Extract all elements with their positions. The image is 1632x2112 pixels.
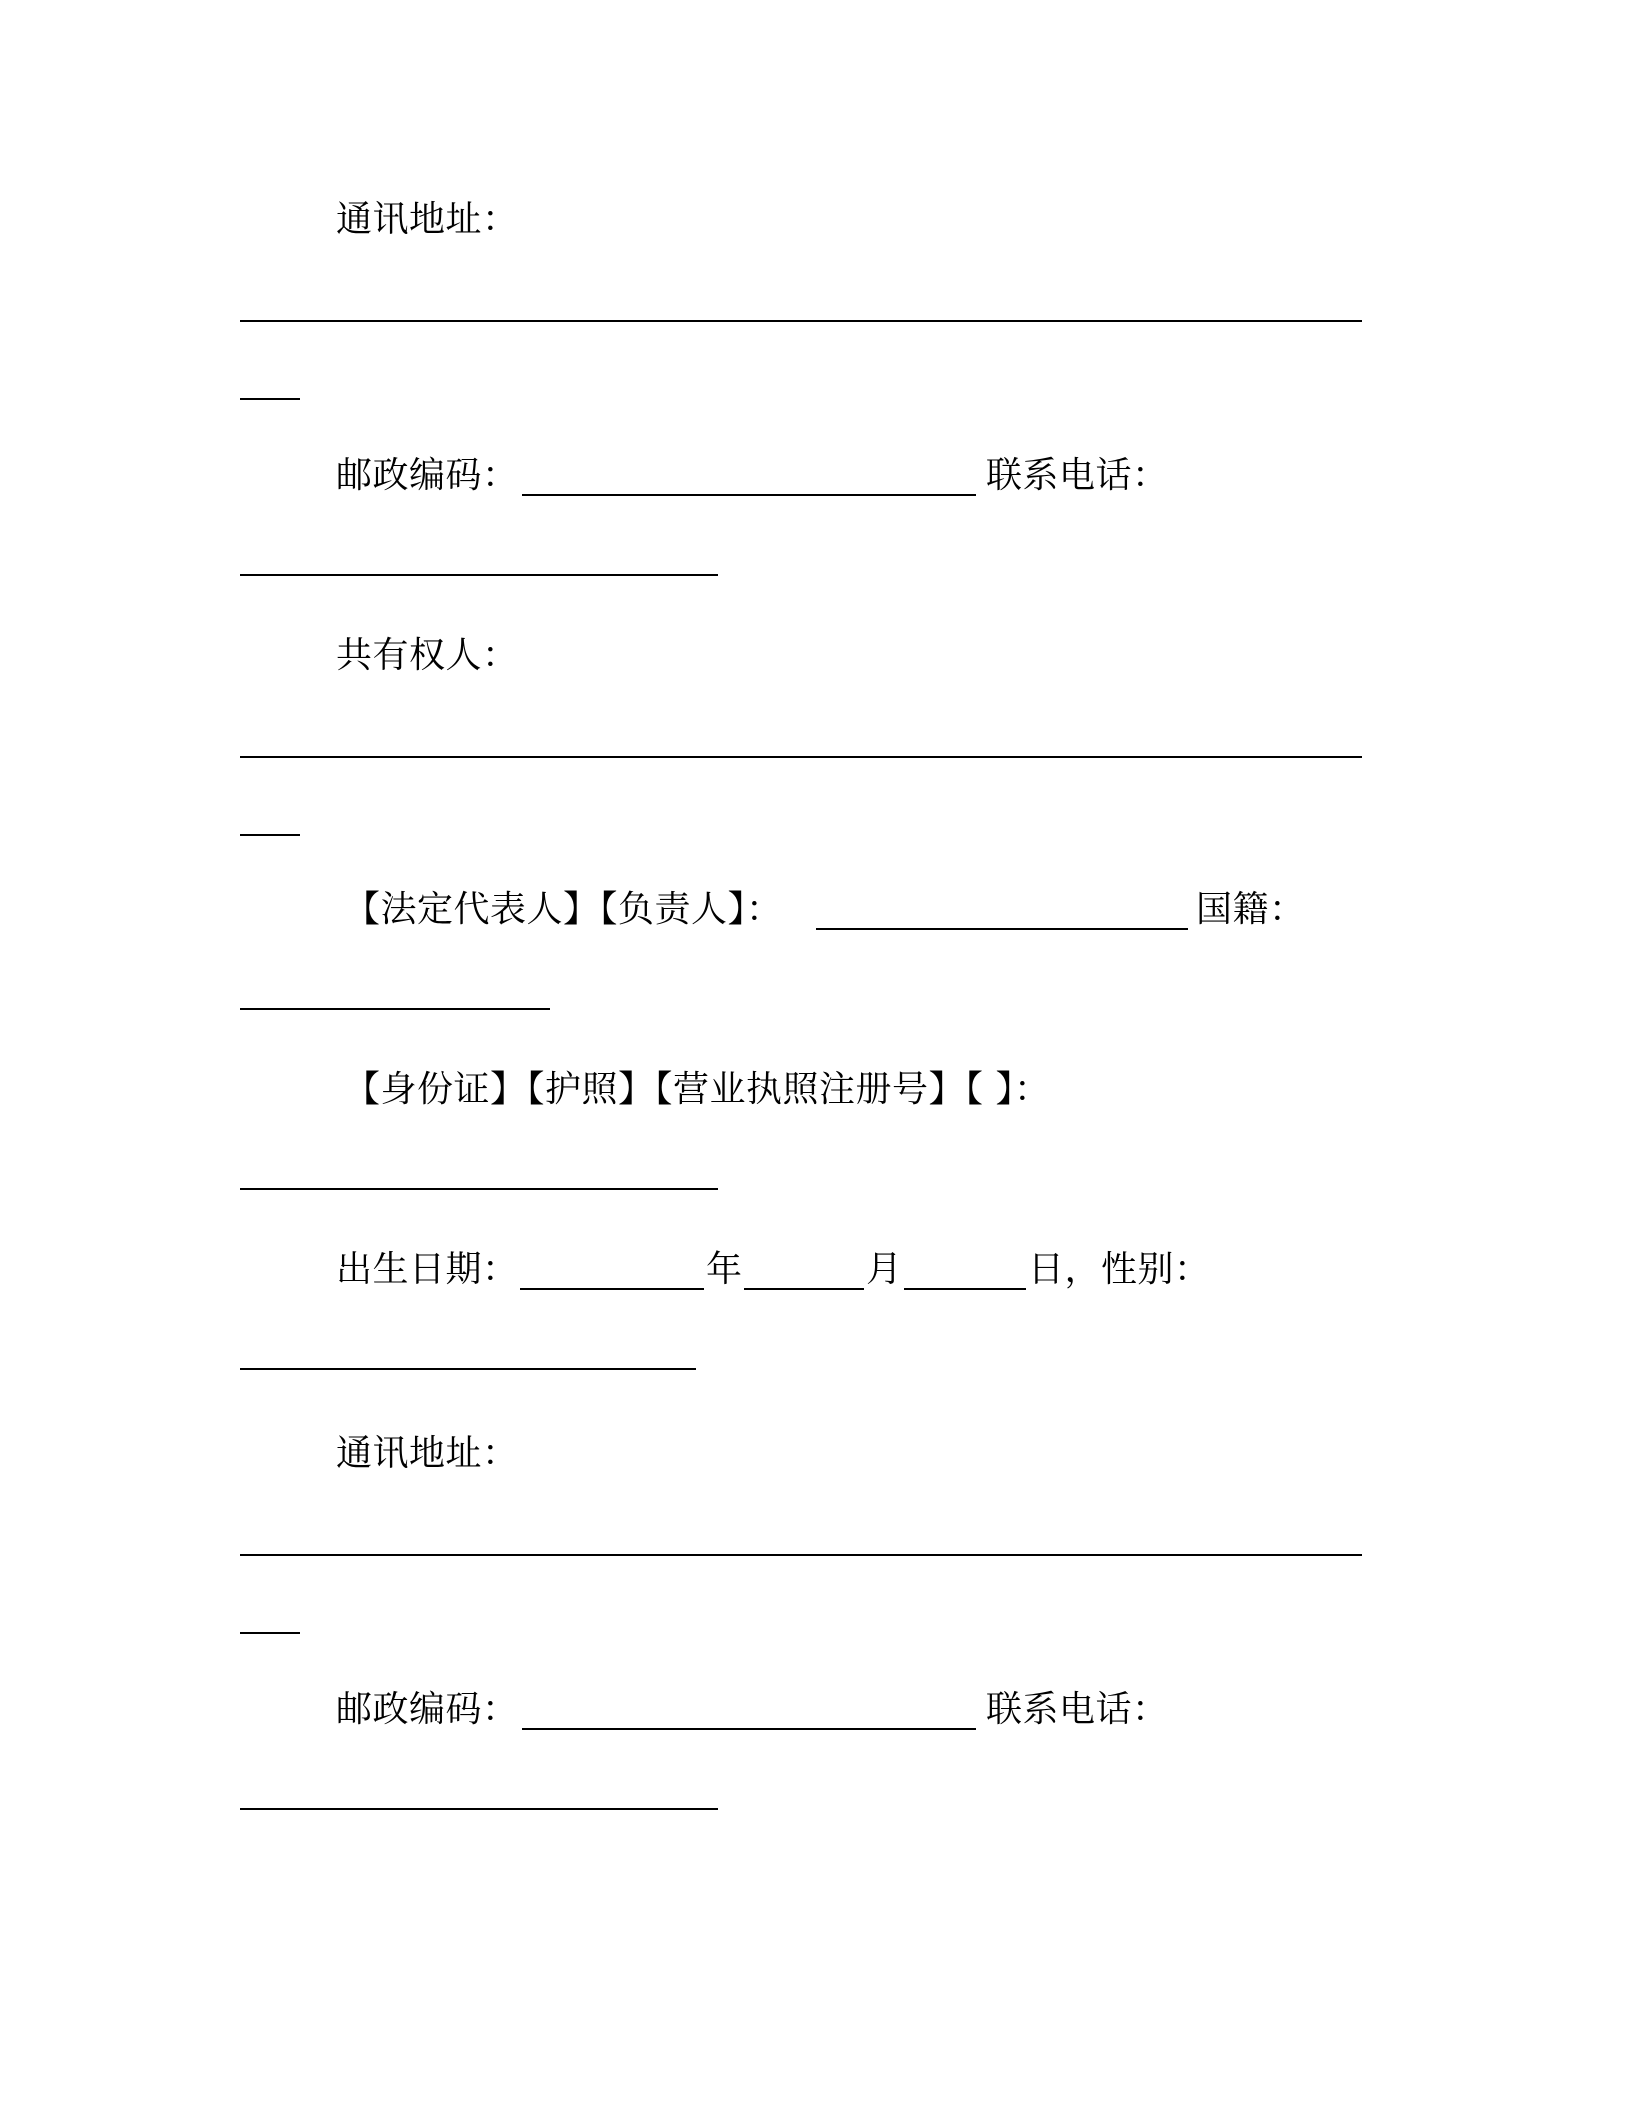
coowner-blank-row [0, 708, 1632, 768]
postcode-blank-line-2[interactable] [522, 1728, 976, 1730]
address-blank-line[interactable] [240, 320, 1362, 322]
phone-label-2: 联系电话： [986, 1689, 1169, 1730]
address-blank-line-cont[interactable] [240, 398, 300, 400]
phone-blank-line[interactable] [240, 574, 718, 576]
postcode-label: 邮政编码： [336, 455, 519, 496]
address-blank-line-2[interactable] [240, 1554, 1362, 1556]
phone-label: 联系电话： [986, 455, 1169, 496]
coowner-row [0, 626, 1632, 686]
postcode-row-2 [0, 1680, 1632, 1740]
year-label: 年 [706, 1249, 743, 1290]
month-label: 月 [866, 1249, 903, 1290]
address-row-2 [0, 1424, 1632, 1484]
id-type-label: 【身份证】【护照】【营业执照注册号】【 】： [344, 1069, 1051, 1110]
phone-blank-row-1 [0, 526, 1632, 586]
coowner-blank-line[interactable] [240, 756, 1362, 758]
nationality-label: 国籍： [1196, 889, 1306, 930]
coowner-blank-row-b [0, 786, 1632, 846]
coowner-label: 共有权人： [336, 635, 519, 676]
birth-year-blank[interactable] [520, 1288, 704, 1290]
phone-blank-line-2[interactable] [240, 1808, 718, 1810]
representative-blank-line[interactable] [816, 928, 1188, 930]
id-blank-line[interactable] [240, 1188, 718, 1190]
birthdate-row [0, 1240, 1632, 1300]
address-blank-row-2b [0, 1584, 1632, 1644]
representative-row [0, 880, 1632, 940]
coowner-blank-line-cont[interactable] [240, 834, 300, 836]
address-blank-line-2-cont[interactable] [240, 1632, 300, 1634]
nationality-blank-line[interactable] [240, 1008, 550, 1010]
address-label: 通讯地址： [336, 199, 519, 240]
representative-label: 【法定代表人】【负责人】： [344, 889, 783, 930]
phone-blank-row-2 [0, 1760, 1632, 1820]
address-label-2: 通讯地址： [336, 1433, 519, 1474]
address-blank-row-2 [0, 1506, 1632, 1566]
address-blank-row-1 [0, 272, 1632, 332]
nationality-blank-row [0, 960, 1632, 1020]
address-blank-row-1b [0, 350, 1632, 410]
birthdate-label: 出生日期： [336, 1249, 519, 1290]
gender-blank-row [0, 1320, 1632, 1380]
postcode-blank-line[interactable] [522, 494, 976, 496]
id-row [0, 1060, 1632, 1120]
gender-blank-line[interactable] [240, 1368, 696, 1370]
id-blank-row [0, 1140, 1632, 1200]
birth-day-blank[interactable] [904, 1288, 1026, 1290]
postcode-label-2: 邮政编码： [336, 1689, 519, 1730]
day-gender-label: 日，性别： [1028, 1249, 1211, 1290]
postcode-row-1 [0, 446, 1632, 506]
birth-month-blank[interactable] [744, 1288, 864, 1290]
address-row-1 [0, 190, 1632, 250]
